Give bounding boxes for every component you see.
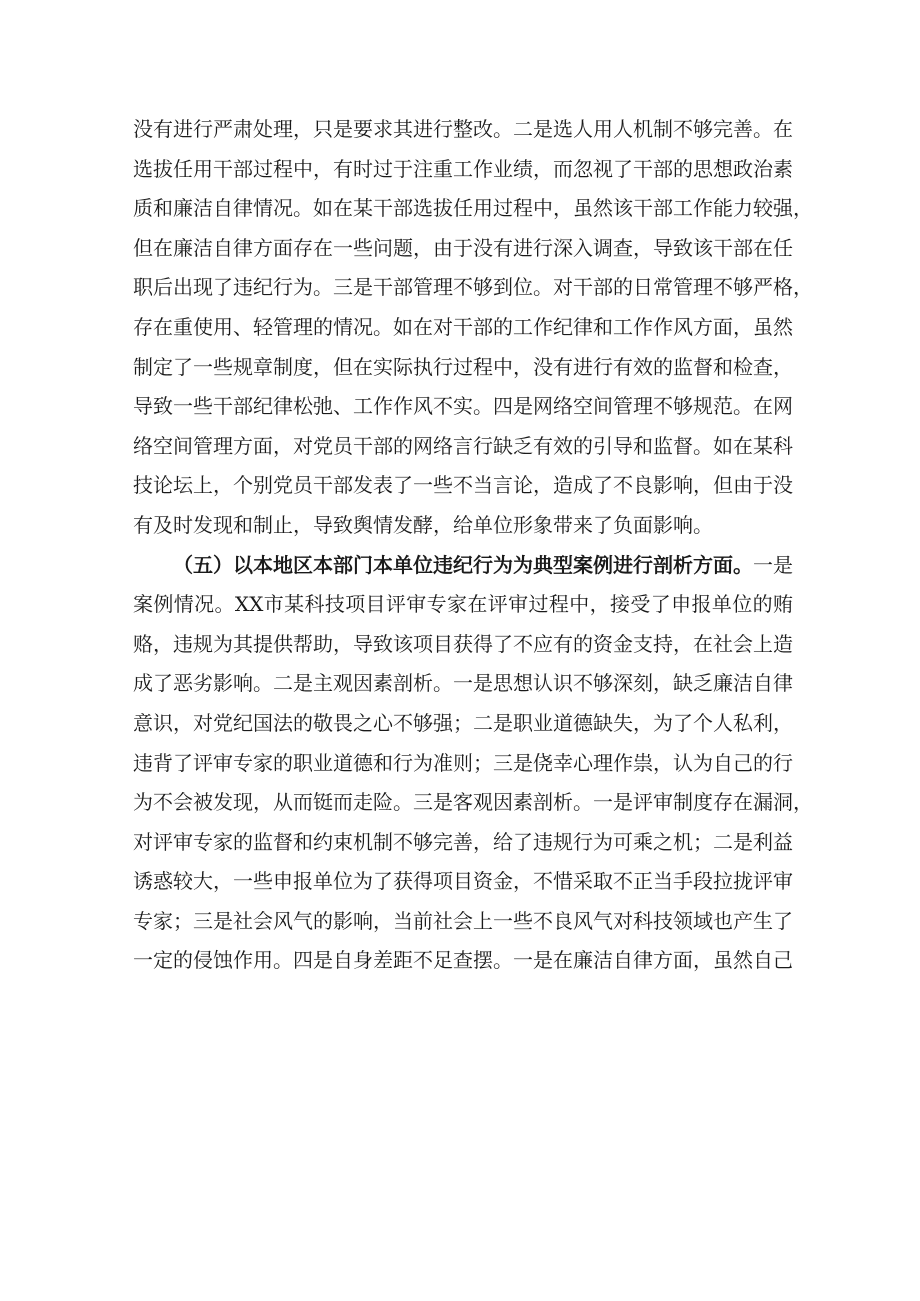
- text-line: 诱惑较大，一些申报单位为了获得项目资金，不惜采取不正当手段拉拢评审: [133, 869, 793, 894]
- heading-line-rest: 一是: [753, 552, 793, 577]
- text-line: 但在廉洁自律方面存在一些问题，由于没有进行深入调查，导致该干部在任: [133, 235, 793, 260]
- text-line: 质和廉洁自律情况。如在某干部选拔任用过程中，虽然该干部工作能力较强，: [133, 196, 813, 221]
- text-line: 络空间管理方面，对党员干部的网络言行缺乏有效的引导和监督。如在某科: [133, 433, 793, 458]
- text-line: 案例情况。XX市某科技项目评审专家在评审过程中，接受了申报单位的贿: [133, 592, 793, 617]
- text-line: 职后出现了违纪行为。三是干部管理不够到位。对干部的日常管理不够严格，: [133, 275, 813, 300]
- text-line: 一定的侵蚀作用。四是自身差距不足查摆。一是在廉洁自律方面，虽然自己: [133, 948, 793, 973]
- text-line: 为不会被发现，从而铤而走险。三是客观因素剖析。一是评审制度存在漏洞，: [133, 790, 813, 815]
- text-line: 赂，违规为其提供帮助，导致该项目获得了不应有的资金支持，在社会上造: [133, 631, 793, 656]
- text-line: 意识，对党纪国法的敬畏之心不够强；二是职业道德缺失，为了个人私利，: [133, 710, 793, 735]
- text-line: 选拔任用干部过程中，有时过于注重工作业绩，而忽视了干部的思想政治素: [133, 156, 793, 181]
- section-heading-line: [133, 546, 793, 586]
- section-heading: （五）以本地区本部门本单位违纪行为为典型案例进行剖析方面。: [173, 552, 753, 577]
- text-line: 存在重使用、轻管理的情况。如在对干部的工作纪律和工作作风方面，虽然: [133, 314, 793, 339]
- text-line: 成了恶劣影响。二是主观因素剖析。一是思想认识不够深刻，缺乏廉洁自律: [133, 671, 793, 696]
- body-text: [133, 110, 813, 981]
- text-line: 没有进行严肃处理，只是要求其进行整改。二是选人用人机制不够完善。在: [133, 117, 793, 141]
- text-line: 专家；三是社会风气的影响，当前社会上一些不良风气对科技领域也产生了: [133, 908, 793, 933]
- text-line: 有及时发现和制止，导致舆情发酵，给单位形象带来了负面影响。: [133, 512, 713, 537]
- paragraph-1: [133, 110, 813, 546]
- text-line: 对评审专家的监督和约束机制不够完善，给了违规行为可乘之机；二是利益: [133, 829, 793, 854]
- text-line: 制定了一些规章制度，但在实际执行过程中，没有进行有效的监督和检查，: [133, 354, 793, 379]
- text-line: 违背了评审专家的职业道德和行为准则；三是侥幸心理作祟，认为自己的行: [133, 750, 793, 775]
- text-line: 导致一些干部纪律松弛、工作作风不实。四是网络空间管理不够规范。在网: [133, 394, 793, 419]
- text-line: 技论坛上，个别党员干部发表了一些不当言论，造成了不良影响，但由于没: [133, 473, 793, 498]
- paragraph-2: [133, 546, 813, 982]
